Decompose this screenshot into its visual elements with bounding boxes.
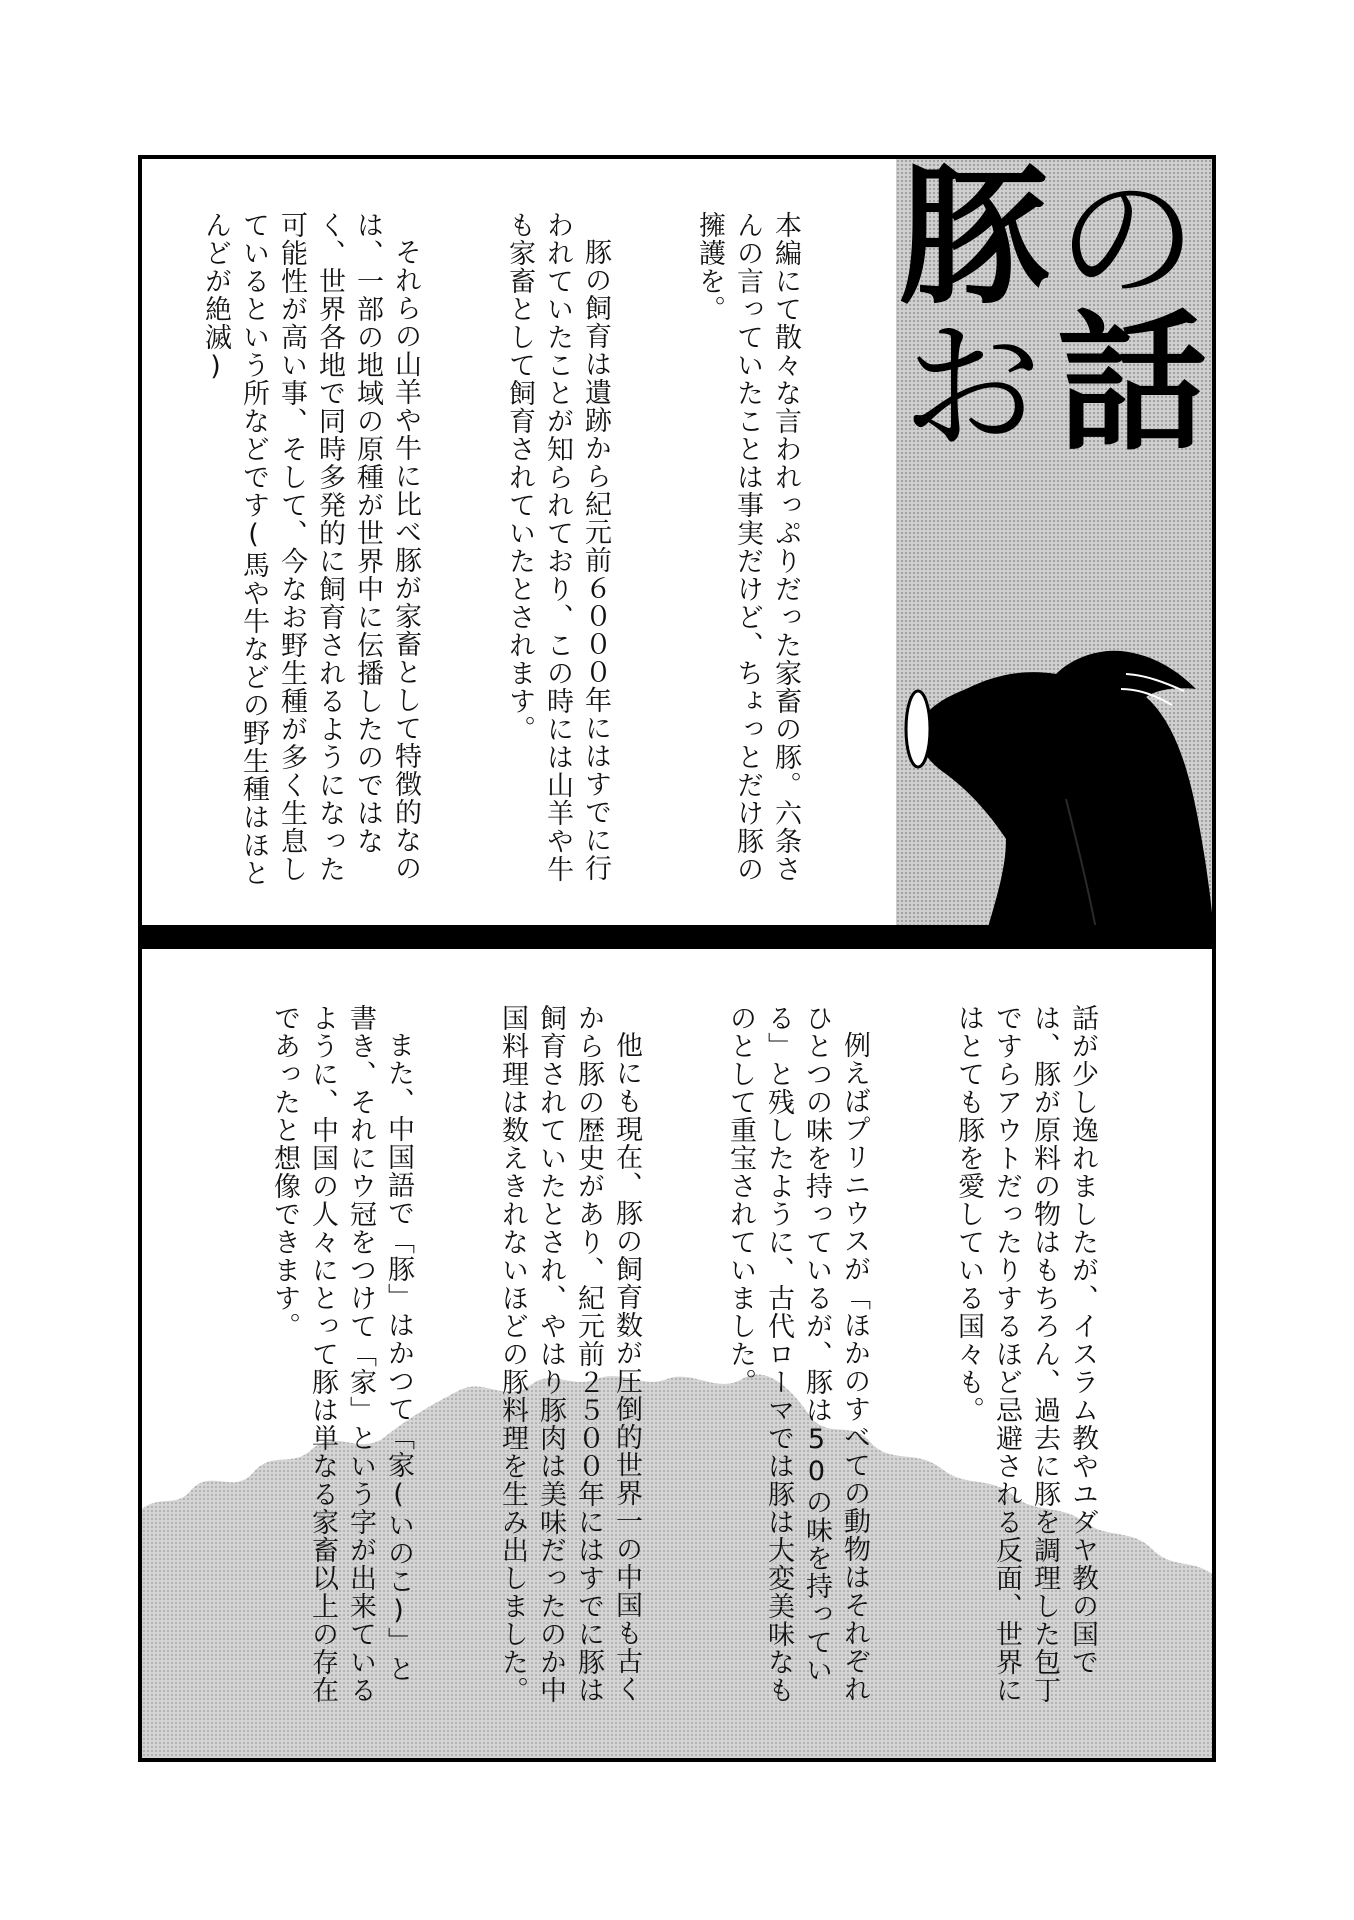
title-char-no: の	[1057, 159, 1198, 322]
bottom-body-text	[269, 1004, 1177, 1704]
title-char-o: お	[902, 307, 1043, 470]
title-char-buta: 豚	[899, 155, 1050, 325]
panel-divider	[138, 925, 1216, 947]
bottom-paragraph-2: 例えばプリニウスが「ほかのすべての動物はそれぞれひとつの味を持っているが、豚は50の味を持っている」と残したように、古代ローマでは豚は大変美味なものとして重宝されていました。	[725, 1004, 870, 1704]
pig-silhouette-icon	[896, 579, 1216, 930]
top-paragraph-2: 豚の飼育は遺跡から紀元前６０００年にはすでに行われていたことが知られており、この時には山羊や牛も家畜として飼育されていたとされます。	[504, 211, 611, 883]
top-panel	[138, 155, 1216, 930]
bottom-paragraph-3: 他にも現在、豚の飼育数が圧倒的世界一の中国も古くから豚の歴史があり、紀元前２５００年にはすでに豚は飼育されていたとされ、やはり豚肉は美味だったのか中国料理は数えきれないほどの豚料理を生み出しました。	[497, 1004, 642, 1704]
bottom-paragraph-1: 話が少し逸れましたが、イスラム教やユダヤ教の国では、豚が原料の物はもちろん、過去に豚を調理した包丁ですらアウトだったりするほど忌避される反面、世界にはとても豚を愛している国々も。	[953, 1004, 1098, 1704]
top-body-text	[200, 211, 880, 901]
top-paragraph-1: 本編にて散々な言われっぷりだった家畜の豚。六条さんの言っていたことは事実だけど、ちょっとだけ豚の擁護を。	[694, 211, 801, 883]
bottom-paragraph-4: また、中国語で「豚」はかつて「家(いのこ)」と書き、それにウ冠をつけて「家」という字が出来ているように、中国の人々にとって豚は単なる家畜以上の存在であったと想像できます。	[269, 1004, 414, 1704]
title-char-hanashi: 話	[1057, 297, 1208, 471]
bottom-panel	[138, 945, 1216, 1762]
top-paragraph-3: それらの山羊や牛に比べ豚が家畜として特徴的なのは、一部の地域の原種が世界中に伝播したのではなく、世界各地で同時多発的に飼育されるようになった可能性が高い事、そして、今なお野生種が多く生息しているという所などです(馬や牛などの野生種はほとんどが絶滅)	[200, 211, 421, 887]
